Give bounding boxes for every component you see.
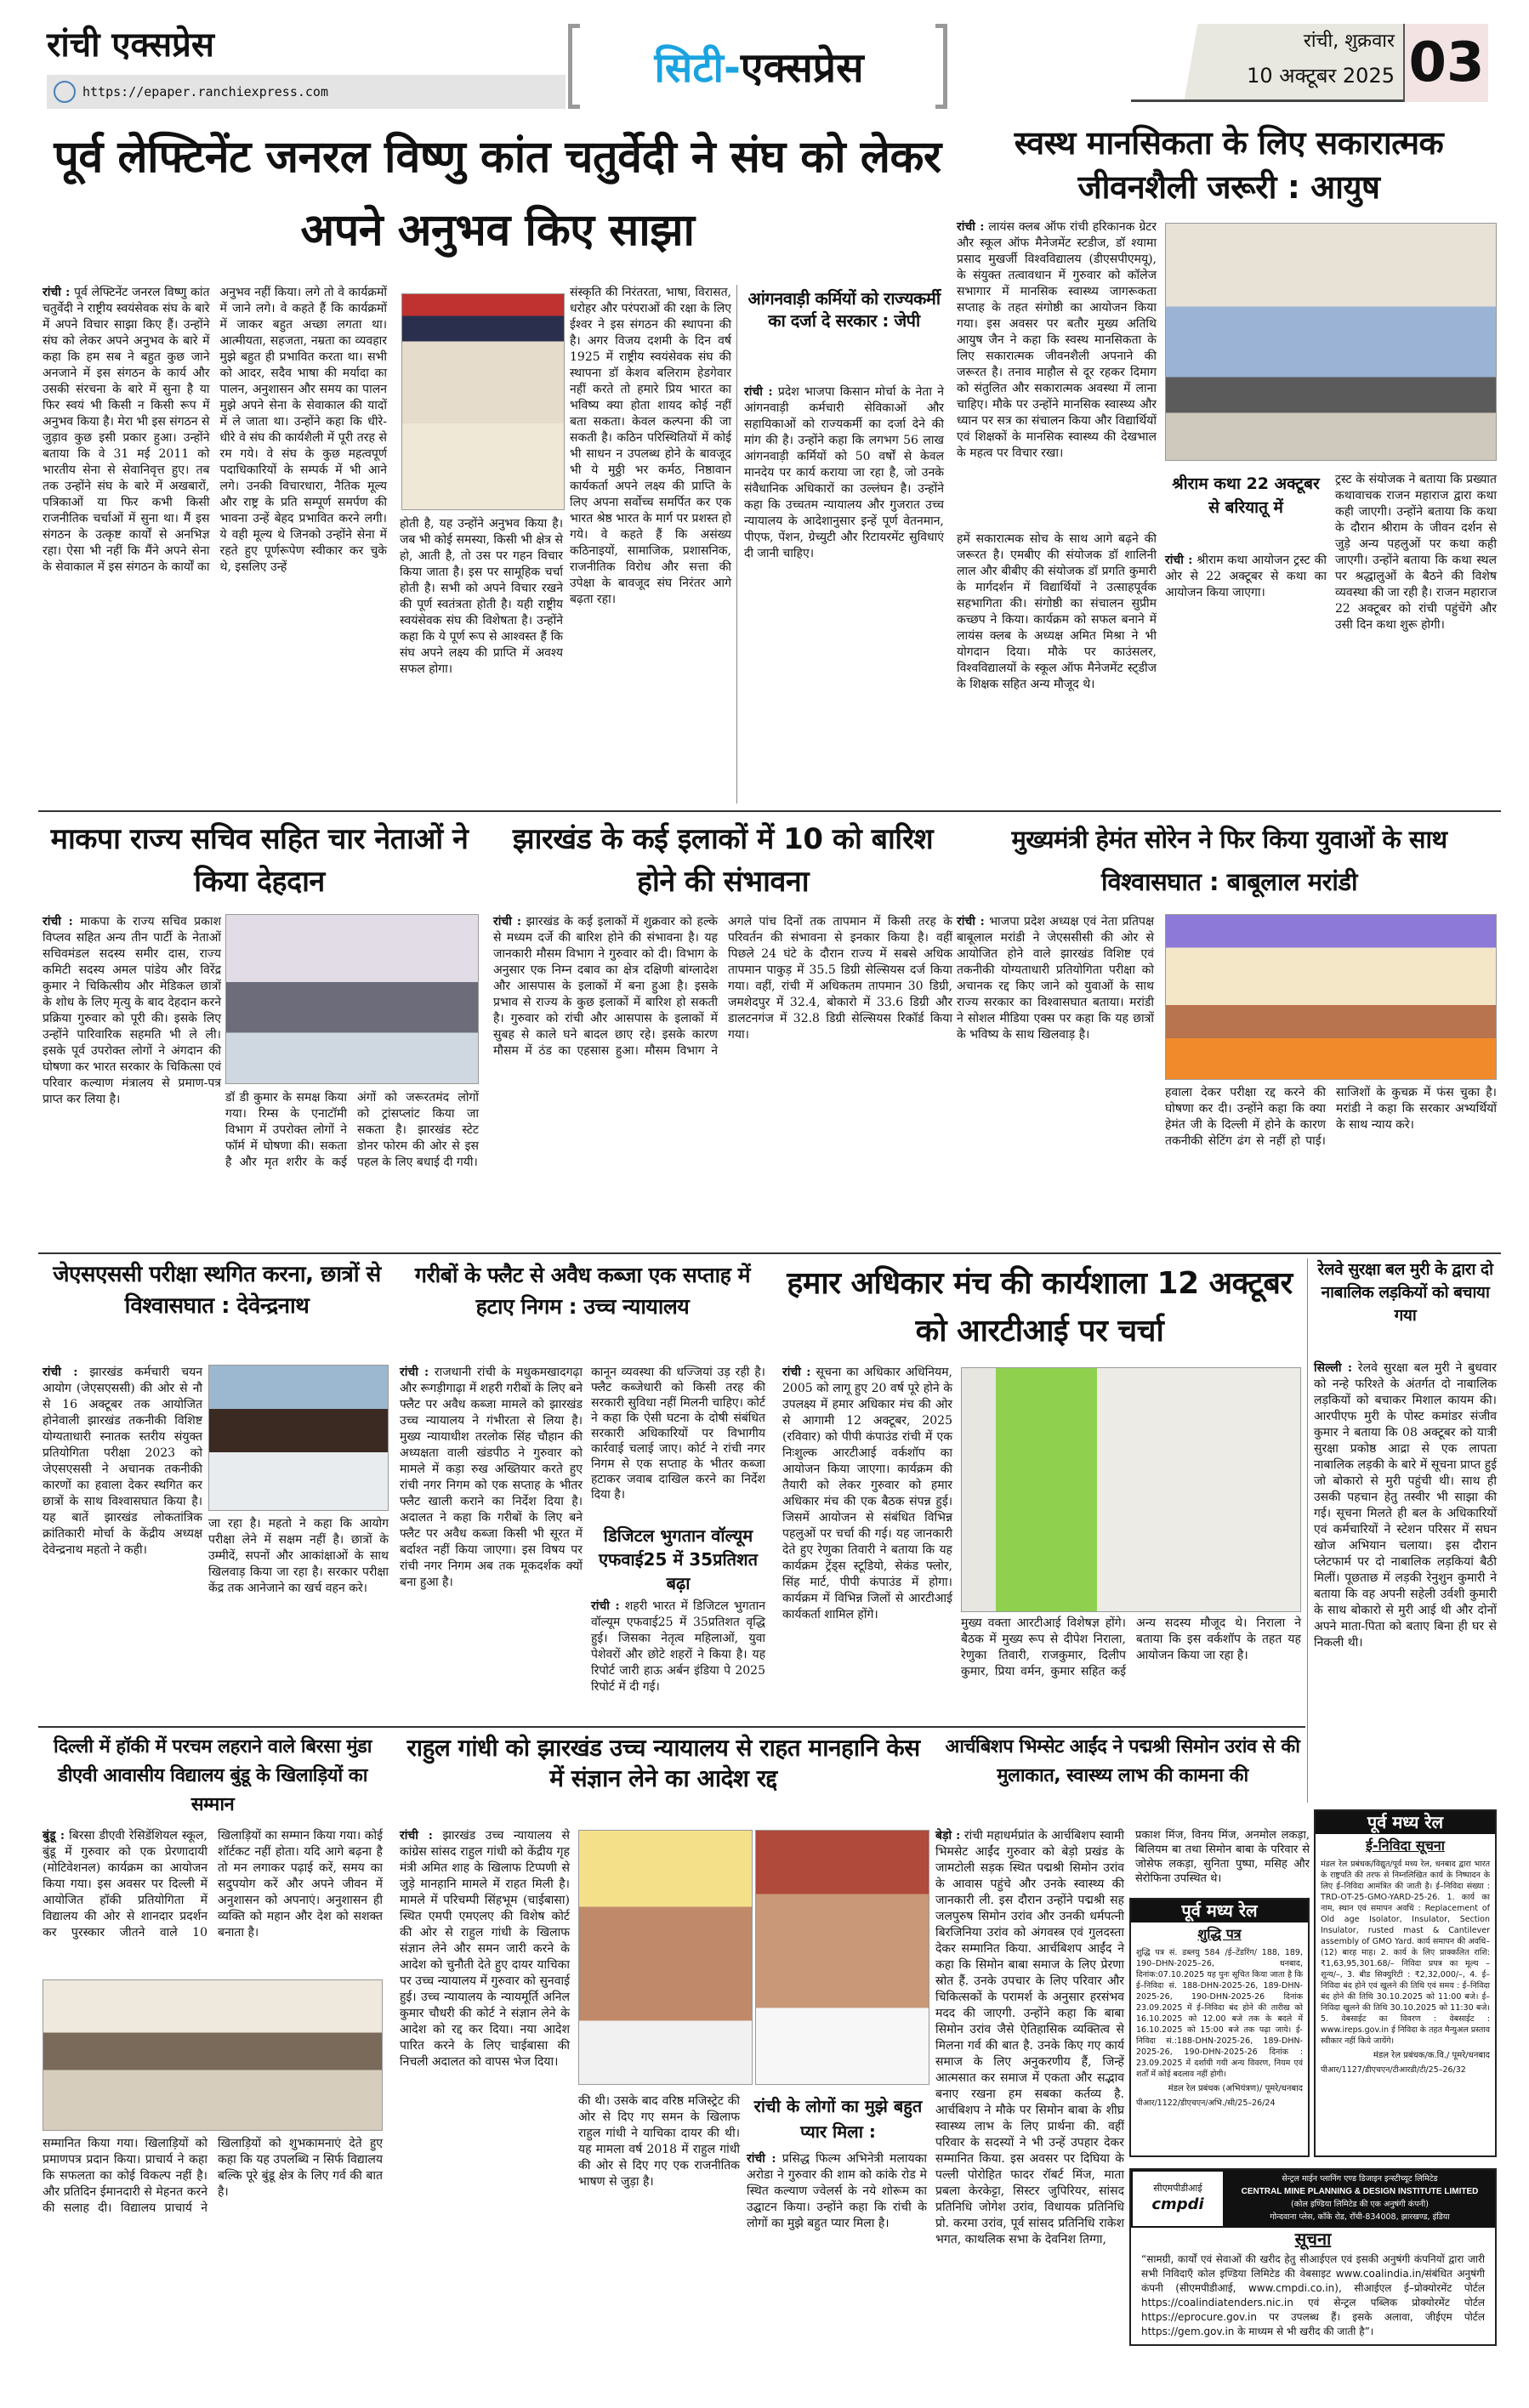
rahul-body-a bbox=[400, 1828, 570, 2070]
digital-payment-body bbox=[591, 1599, 765, 1695]
hockey-headline: दिल्ली में हॉकी में परचम लहराने वाले बिरसा मुंडा डीएवी आवासीय विद्यालय बुंडू के खिलाड़ियों का सम्मान bbox=[54, 1736, 372, 1815]
jssc-headline: जेएसएससी परीक्षा स्थगित करना, छात्रों से विश्वासघात : देवेन्द्रनाथ bbox=[53, 1262, 381, 1319]
rpf-text: रेलवे सुरक्षा बल मुरी ने बुधवार को नन्हे फरिश्ते के अंतर्गत दो नाबालिक लड़कियों को बचाकर मिशाल कायम की। आरपीएफ मुरी के पोस्ट कमांडर संजीव कुमार ने बताया कि 08 अक्टूबर को यात्री सुरक्षा प्रकोष्ठ आद्रा से एक लापता नाबालिक लड़की के बारे में सूचना प्राप्त हुई जो बोकारो से मुरी पहुंची थी। साथ ही उसकी पहचान हेतु तस्वीर भी साझा की गई। सूचना मिलते ही बल के अधिकारियों एवं कर्मचारियों ने स्टेशन परिसर में सघन खोज अभियान चलाया। इस दौरान प्लेटफार्म पर दो नाबालिक लड़कियां बैठी मिलीं। पूछताछ में लड़की रेनुशुन कुमारी ने बताया कि वह अपनी सहेली उर्वशी कुमारी के साथ बोकारो से मुरी आई थी और दोनों अपने माता-पिता को बताए बिना ही घर से निकली थी। bbox=[1314, 1361, 1497, 1650]
ad-title: शुद्धि पत्र bbox=[1197, 1926, 1242, 1942]
cmpdi-title: सूचना bbox=[1294, 2229, 1332, 2249]
column-rule bbox=[736, 285, 737, 804]
cmpdi-notice-ad bbox=[1129, 2168, 1497, 2346]
section-title bbox=[587, 30, 931, 106]
rain-text: झारखंड के कई इलाकों में शुक्रवार को हल्के से मध्यम दर्जे की बारिश होने की संभावना है। यह जानकारी मौसम विभाग ने गुरुवार को दी। विभाग के अनुसार एक निम्न दबाव का क्षेत्र दक्षिणी बांग्लादेश और आसपास के इलाकों में बना हुआ है। इसके प्रभाव से राज्य के कुछ इलाकों में बारिश हो सकती है। गुरुवार को रांची और आसपास के इलाकों में सुबह से काले घने बादल छाए रहे। इसके कारण मौसम में ठंड का एहसास हुआ। मौसम विभाग ने अगले पांच दिनों तक तापमान में किसी तरह के परिवर्तन की संभावना से इनकार किया है। वहीं पिछले 24 घंटे के दौरान राज्य में सबसे अधिक तापमान पाकुड़ में 35.5 डिग्री सेल्सियस दर्ज किया गया। वहीं, रांची में अधिकतम तापमान 30 डिग्री, जमशेदपुर में 32.4, बोकारो में 33.6 डिग्री और डालटनगंज में 32.8 डिग्री सेल्सियस रिकॉर्ड किया गया। bbox=[493, 915, 952, 1058]
marandi-body-a bbox=[957, 914, 1154, 1043]
row-divider bbox=[38, 1252, 1501, 1254]
rpf-headline: रेलवे सुरक्षा बल मुरी के द्वारा दो नाबालिक लड़कियों को बचाया गया bbox=[1317, 1260, 1493, 1325]
masthead-logo: रांची एक्सप्रेस bbox=[47, 25, 214, 65]
jssc-body-a bbox=[43, 1365, 202, 1559]
anganwadi-headline: आंगनवाड़ी कर्मियों को राज्यकर्मी का दर्जा दे सरकार : जेपी bbox=[747, 288, 941, 331]
flats-text: राजधानी रांची के मधुकमखादगढ़ा और रूगड़ीगाढ़ा में शहरी गरीबों के लिए बने फ्लैट पर अवैध कब्जा मामले को झारखंड उच्च न्यायालय ने गंभीरता से लिया है। मुख्य न्यायाधीश तरलोक सिंह चौहान की अध्यक्षता वाली खंडपीठ ने गुरुवार को मामले में कड़ा रुख अख्तियार करते हुए रांची नगर निगम को एक सप्ताह के भीतर फ्लैट खाली कराने का निर्देश दिया है। अदालत ने कहा कि गरीबों के लिए बने फ्लैट पर अवैध कब्जा किसी भी सूरत में बर्दाश्त नहीं किया जाएगा। इस विषय पर रांची नगर निगम अब तक मूकदर्शक क्यों बना हुआ है। bbox=[400, 1366, 583, 1589]
archbishop-text: रांची महाधर्मप्रांत के आर्चबिशप स्वामी भिमसेट आईंद गुरुवार को बेड़ो प्रखंड के जामटोली सड़क स्थित पद्मश्री सिमोन उरांव के आवास पहुंचे और उनके स्वास्थ्य की जानकारी ली. इस दौरान उन्होंने पद्मश्री सह जलपुरुष सिमोन उरांव और उनकी धर्मपत्नी बिरजिनिया उरांव को अंगवस्त्र एवं गुलदस्ता देकर सम्मानित किया. आर्चबिशप आईंद ने कहा कि सिमोन बाबा समाज के लिए प्रेरणा स्रोत हैं. उनके उपचार के लिए परिवार और चिकित्सकों के परामर्श के अनुसार हरसंभव मदद की जाएगी. उन्होंने कहा कि बाबा सिमोन उरांव जैसे ऐतिहासिक व्यक्तित्व से मिलना गर्व की बात है. उनके किए गए कार्य समाज के लिए अनुकरणीय हैं, जिन्हें आत्मसात कर समाज में एकता और सद्भाव बनाए रखना हम सबका कर्तव्य है. आर्चबिशप ने मौके पर सिमोन बाबा के शीघ्र स्वास्थ्य लाभ के लिए प्रार्थना की. वहीं परिवार के सदस्यों ने भी उन्हें उपहार देकर सम्मानित किया. इस अवसर पर दिघिया के पल्ली पोरोहित फादर रॉबर्ट मिंज, माता प्रबला केरकेट्टा, सिस्टर जुपिरियर, सांसद प्रतिनिधि जोगेश उरांव, विधायक प्रतिनिधि प्रो. करमा उरांव, पूर्व सांसद प्रतिनिधि राकेश भगत, काथलिक सभा के देवनिश तिग्गा, bbox=[935, 1829, 1124, 2246]
ad-body: शुद्धि पत्र सं. डब्लयु 584 /ई–टेंडरिंग/ 188, 189, 190–DHN-2025–26, धनबाद, दिनांक:07.10.2025 यह पुनः सूचित किया जाता है कि ई–निविदा सं. 188-DHN-2025-26, 189-DHN-2025-26, 190-DHN-2025-26 दिनांक 23.09.2025 में ई–निविदा बंद होने की तारीख को 16.10.2025 को 12.00 बजे तक के बदले में 16.10.2025 को 15:00 बजे तक पढ़ा जाये। ई-निविदा सं.:188-DHN-2025-26, 189-DHN-2025-26, 190-DHN-2025-26 दिनांक : 23.09.2025 में दर्शायी गयी अन्य विवरण, नियम एवं शर्तों में कोई बदलाव नहीं होगी। bbox=[1136, 1948, 1303, 2079]
cmpdi-body: “सामग्री, कार्यों एवं सेवाओं की खरीद हेतु सीआईएल एवं इसकी अनुषंगी कंपनियों द्वारा जारी सभी निविदाएँ कोल इण्डिया लिमिटेड की वेबसाइट www.coalindia.in/संबंधित अनुषंगी कंपनी (सीएमपीडीआई, www.cmpdi.co.in), सीआईएल ई–प्रोक्योरमेंट पोर्टल https://coalindiatenders.nic.in एवं सेन्ट्रल पब्लिक प्रोक्योरमेंट पोर्टल https://eprocure.gov.in पर उपलब्ध हैं। इसके अलावा, जीईएम पोर्टल https://gem.gov.in के माध्यम से भी खरीद की जाती है”। bbox=[1141, 2253, 1485, 2337]
rahul-headline: राहुल गांधी को झारखंड उच्च न्यायालय से राहत मानहानि केस में संज्ञान लेने का आदेश रद्द bbox=[406, 1734, 920, 1792]
malaika-subheadline: रांची के लोगों का मुझे बहुत प्यार मिला : bbox=[753, 2096, 923, 2142]
jssc-text: झारखंड कर्मचारी चयन आयोग (जेएसएससी) की ओर से नौ से 16 अक्टूबर तक आयोजित होनेवाली झारखंड तकनीकी विशिष्ट योग्यताधारी स्नातक स्तरीय संयुक्त प्रतियोगिता परीक्षा 2023 को जेएसएससी ने अचानक तकनीकी कारणों का हवाला देकर स्थगित कर छात्रों के साथ विश्वासघात किया है। यह बातें झारखंड लोकतांत्रिक क्रांतिकारी मोर्चा के केंद्रीय अध्यक्ष देवेन्द्रनाथ महतो ने कही। bbox=[43, 1366, 202, 1557]
shriram-katha-subheadline: श्रीराम कथा 22 अक्टूबर से बरियातू में bbox=[1172, 474, 1320, 517]
rain-body bbox=[493, 914, 952, 1246]
dateline: रांची : bbox=[591, 1599, 620, 1613]
shriram-katha-body-c: ट्रस्ट के संयोजक ने बताया कि प्रख्यात कथावाचक राजन महाराज द्वारा कथा कही जाएगी। उन्होंने बताया कि कथा के दौरान श्रीराम के जीवन दर्शन से जुड़े अन्य पहलुओं पर कथा कही जाएगी। उन्होंने बताया कि कथा स्थल पर श्रद्धालुओं के बैठने की विशेष व्यवस्था की जा रही है। राजन महाराज 22 अक्टूबर को रांची पहुंचेंगे और उसी दिन कथा शुरू होगी। bbox=[1335, 473, 1497, 632]
ad-body: मंडल रेल प्रबंधक/विद्युत/पूर्व मध्य रेल, धनबाद द्वारा भारत के राष्ट्रपति की तरफ से निम्नलिखित कार्य के निष्पादन के लिए ई–निविदा आमंत्रित की जाती है। ई–निविदा संख्या : TRD-OT-25-GMO-YARD-25-26. 1. कार्य का नाम, स्थान एवं समापन अवधि : Replacement of Old age Isolator, Insulator, Section Insulator, rusted mast & Cantilever assembly of GMO Yard. कार्य समापन की अवधि– (12) बारह माह। 2. कार्य के लिए प्राक्कलित राशि: ₹1,63,95,301.68/– निविदा प्रपत्र का मूल्य – शून्य/–, 3. बीड सिक्युरिटी : ₹2,32,000/–, 4. ई–निविदा बंद होने एवं खुलने की तिथि एवं समय : ई–निविदा बंद होने की तिथि 30.10.2025 को 11:00 बजे। ई–निविदा खुलने की तिथि 30.10.2025 को 11:30 बजे। 5. वेबसाईट का विवरण : वेबसाईट : www.ireps.gov.in ई निविदा के तहत मैन्युअल प्रस्ताव स्वीकार नहीं किये जायेंगे। bbox=[1321, 1860, 1490, 2046]
malaika-body bbox=[747, 2151, 927, 2232]
makapa-body-a bbox=[43, 914, 221, 1108]
lead-story-body-b: होती है, यह उन्होंने अनुभव किया है। जब भी कोई समस्या, किसी भी क्षेत्र से हो, आती है, तो उस पर गहन विचार किया जाता है। इस पर सामूहिक चर्चा होती है। सभी को अपने विचार रखने की पूर्ण स्वतंत्रता होती है। यही राष्ट्रीय स्वयंसेवक संघ की विशेषता है। उन्होंने कहा कि ये पूर्ण रूप से आश्वस्त हैं कि संघ अपने लक्ष्य की प्राप्ति में अवश्य सफल होगा। bbox=[400, 517, 563, 676]
dateline: रांची : bbox=[43, 1366, 78, 1379]
ad-org: पूर्व मध्य रेल bbox=[1131, 1900, 1308, 1922]
column-rule bbox=[1307, 1258, 1308, 1803]
cmpdi-logo-en: cmpdi bbox=[1151, 2195, 1204, 2213]
section-title-prefix: सिटी- bbox=[654, 44, 741, 92]
hockey-body-b: सम्मानित किया गया। खिलाड़ियों को प्रमाणपत्र प्रदान किया। प्राचार्य ने कहा कि सफलता का कोई विकल्प नहीं है। और प्रतिदिन ईमानदारी से मेहनत करने की सलाह दी। विद्यालय प्राचार्य ने खिलाड़ियों को शुभकामनाएं देते हुए कहा कि यह उपलब्धि न सिर्फ विद्यालय बल्कि पूरे बुंडू क्षेत्र के लिए गर्व की बात है। bbox=[43, 2137, 383, 2215]
cmpdi-header-text bbox=[1225, 2170, 1495, 2228]
photo-rahul-gandhi bbox=[755, 1830, 929, 2085]
place-day: रांची, शुक्रवार bbox=[1303, 31, 1395, 52]
photo-body-donation-certificates bbox=[225, 914, 479, 1084]
rahul-text: झारखंड उच्च न्यायालय से कांग्रेस सांसद राहुल गांधी को केंद्रीय गृह मंत्री अमित शाह के खिलाफ टिप्पणी से जुड़े मानहानि मामले में राहत मिली है। मामले में परिचम्पी सिंहभूम (चाईबासा) स्थित एमपी एमएलए की विशेष कोर्ट की ओर से राहुल गांधी के खिलाफ संज्ञान लेने और समन जारी करने के आदेश को चुनौती देते हुए दायर याचिका पर उच्च न्यायालय में गुरुवार को सुनवाई हुई। उच्च न्यायालय के न्यायमूर्ति अनिल कुमार चौधरी की कोर्ट ने संज्ञान लेने के आदेश को रद्द कर दिया। नया आदेश पारित करने के लिए चाईबासा की निचली अदालत को वापस भेज दिया। bbox=[400, 1829, 570, 2069]
ayush-text-a: लायंस क्लब ऑफ रांची हरिकानक ग्रेटर और स्कूल ऑफ मैनेजमेंट स्टडीज, डॉ श्यामा प्रसाद मुखर्जी विश्वविद्यालय (डीएसपीएमयू), के संयुक्त तत्वावधान में गुरुवार को कॉलेज सभागार में मानसिक स्वास्थ्य जागरूकता सप्ताह के तहत संगोष्ठी का आयोजन किया गया। इस अवसर पर बतौर मुख्य अतिथि आयुष जैन ने कहा कि स्वस्थ मानसिकता के लिए सकारात्मक जीवनशैली अपनाने की जरूरत है। तनाव माहौल से दूर रहकर दिमाग को संतुलित और सकारात्मक अवस्था में लाना चाहिए। मौके पर उन्होंने मानसिक स्वास्थ्य और ध्यान पर सत्र का संचालन किया और विद्यार्थियों एवं शिक्षकों के मानसिक स्वास्थ्य की देखभाल के महत्व पर विचार रखा। bbox=[957, 220, 1157, 460]
ad-org: पूर्व मध्य रेल bbox=[1316, 1811, 1495, 1834]
dateline: रांची : bbox=[400, 1829, 433, 1843]
flats-headline: गरीबों के फ्लैट से अवैध कब्जा एक सप्ताह में हटाए निगम : उच्च न्यायालय bbox=[414, 1263, 751, 1319]
page-number: 03 bbox=[1403, 24, 1488, 102]
marandi-headline: मुख्यमंत्री हेमंत सोरेन ने फिर किया युवाओं के साथ विश्वासघात : बाबूलाल मरांडी bbox=[1011, 825, 1447, 896]
shriram-katha-body bbox=[1165, 553, 1327, 601]
anganwadi-text: प्रदेश भाजपा किसान मोर्चा के नेता ने आंगनवाड़ी कर्मचारी सेविकाओं और सहायिकाओं को राज्यकर्मी का दर्जा देने की मांग की है। उन्होंने कहा कि लगभग 56 लाख आंगनवाड़ी कर्मियों को 50 वर्षों से केवल मानदेय पर कार्य कराया जा रहा है, जो उनके संवैधानिक अधिकारों का उल्लंघन है। उन्होंने कहा कि उच्चतम न्यायालय और गुजरात उच्च न्यायालय के आदेशानुसार इन्हें पूर्ण वेतनमान, पीएफ, पेंशन, ग्रेच्युटी और रिटायरमेंट सुविधाएं दी जानी चाहिए। bbox=[744, 385, 944, 560]
cmpdi-address: गोन्दवाना प्लेस, काँके रोड, राँची-834008, झारखण्ड, इंडिया bbox=[1270, 2212, 1450, 2222]
bracket-right bbox=[935, 24, 947, 109]
shriram-text: श्रीराम कथा आयोजन ट्रस्ट की ओर से 22 अक्टूबर से कथा का आयोजन किया जाएगा। bbox=[1165, 554, 1327, 599]
rti-headline: हमार अधिकार मंच की कार्यशाला 12 अक्टूबर को आरटीआई पर चर्चा bbox=[787, 1266, 1293, 1349]
dateline: रांची : bbox=[957, 220, 985, 234]
row-divider bbox=[38, 810, 1501, 812]
digital-payment-subheadline: डिजिटल भुगतान वॉल्यूम एफवाई25 में 35प्रतिशत बढ़ा bbox=[598, 1525, 759, 1593]
dateline: रांची : bbox=[744, 385, 773, 399]
rti-body-a bbox=[782, 1365, 952, 1623]
marandi-text: भाजपा प्रदेश अध्यक्ष एवं नेता प्रतिपक्ष बाबूलाल मरांडी ने जेएससीसी की ओर से आयोजित होने वाले झारखंड विशिष्ट एवं तकनीकी योग्यताधारी प्रतियोगिता परीक्षा को अचानक रद्द किए जाने को युवाओं के साथ राज्य सरकार का विश्वासघात बताया। मरांडी ने सोशल मीडिया एक्स पर कहा कि यह छात्रों के भविष्य के साथ खिलवाड़ है। bbox=[957, 915, 1155, 1042]
epaper-url-bar bbox=[47, 75, 566, 109]
photo-vishnu-kant-chaturvedi bbox=[401, 293, 565, 510]
ad-signatory: मंडल रेल प्रबंधक/क.वि./ पूमरे/धनबाद bbox=[1373, 2051, 1490, 2060]
ayush-body-b: हमें सकारात्मक सोच के साथ आगे बढ़ने की जरूरत है। एमबीए की संयोजक डॉ शालिनी लाल और बीबीए की संयोजक डॉ प्रगति कुमारी के मार्गदर्शन में विद्यार्थियों ने उत्साहपूर्वक सहभागिता की। संगोष्ठी का संचालन सुप्रीम कच्छप ने किया। कार्यक्रम को सफल बनाने में लायंस क्लब के अध्यक्ष अमित मिश्रा ने भी योगदान दिया। मौके पर काउंसलर, विश्वविद्यालयों के स्कूल ऑफ मैनेजमेंट स्ट्डीज के शिक्षक सहित अन्य मौजूद थे। bbox=[957, 532, 1157, 691]
rahul-body-b: की थी। उसके बाद वरिष्ठ मजिस्ट्रेट की ओर से दिए गए समन के खिलाफ राहुल गांधी ने याचिका दायर की थी। यह मामला वर्ष 2018 में राहुल गांधी की ओर से दिए गए एक राजनीतिक भाषण से जुड़ा है। bbox=[578, 2094, 740, 2189]
photo-hockey-felicitation bbox=[43, 1979, 383, 2131]
issue-date: 10 अक्टूबर 2025 bbox=[1247, 64, 1395, 88]
dateline: बुंडू : bbox=[43, 1829, 65, 1843]
archbishop-body bbox=[935, 1828, 1124, 2248]
photo-babulal-marandi bbox=[1165, 914, 1497, 1080]
dateline: रांची : bbox=[400, 1366, 429, 1379]
ayush-body-a bbox=[957, 219, 1157, 462]
flats-body-a bbox=[400, 1365, 583, 1591]
photo-hamar-adhikar-manch-meeting bbox=[961, 1367, 1301, 1612]
ayush-headline: स्वस्थ मानसिकता के लिए सकारात्मक जीवनशैली जरूरी : आयुष bbox=[1014, 124, 1444, 206]
dateline: रांची : bbox=[957, 915, 985, 929]
ad-signatory: मंडल रेल प्रबंधक (अभियंत्रण)/ पूमरे/धनबाद bbox=[1168, 2084, 1303, 2093]
makapa-text: माकपा के राज्य सचिव प्रकाश विप्लव सहित अन्य तीन पार्टी के नेताओं सचिवमंडल सदस्य समीर दास, राज्य कमिटी सदस्य अमल पांडेय और विरेंद्र कुमार ने चिकित्सीय और मेडिकल छात्रों के शोध के लिए मृत्यु के बाद देहदान करने प्रक्रिया गुरुवार को पूरी की। इसके लिए उन्होंने पारिवारिक सहमति भी ले ली। इसके पूर्व उपरोक्त लोगों ने अंगदान की घोषणा कर भारत सरकार के चिकित्सा एवं परिवार कल्याण मंत्रालय से प्रमाण-पत्र प्राप्त कर लिया है। bbox=[43, 915, 221, 1106]
railway-corrigendum-ad bbox=[1129, 1898, 1310, 2157]
anganwadi-body bbox=[744, 384, 944, 562]
row-divider bbox=[38, 1726, 1305, 1728]
makapa-headline: माकपा राज्य सचिव सहित चार नेताओं ने किया देहदान bbox=[50, 822, 469, 899]
ad-title: ई-निविदा सूचना bbox=[1366, 1837, 1445, 1854]
lead-headline: पूर्व लेफ्टिनेंट जनरल विष्णु कांत चतुर्वेदी ने संघ को लेकर अपने अनुभव किए साझा bbox=[54, 132, 941, 256]
dateline: रांची : bbox=[782, 1366, 811, 1379]
jssc-body-b: जा रहा है। महतो ने कहा कि आयोग परीक्षा लेने में सक्षम नहीं है। छात्रों के उम्मीदें, सपनों और आकांक्षाओं के साथ खिलवाड़ किया जा रहा है। सरकार परीक्षा केंद्र तक आनेजाने का खर्च वहन करे। bbox=[208, 1517, 389, 1595]
makapa-body-b: डॉ डी कुमार के समक्ष किया गया। रिम्स के एनाटॉमी विभाग में उपरोक्त लोगों ने फॉर्म में घोषणा की। सकता है और मृत शरीर के कई अंगों को जरूरतमंद लोगों को ट्रांसप्लांट किया जा सकता है। झारखंड स्टेट डोनर फोरम की ओर से इस पहल के लिए बधाई दी गयी। bbox=[225, 1091, 479, 1169]
dateline: बेड़ो : bbox=[935, 1829, 961, 1843]
lead-story-body-c: संस्कृति की निरंतरता, भाषा, विरासत, धरोहर और परंपराओं की रक्षा के लिए ईश्वर ने इस संगठन की स्थापना की है। अगर विजय दशमी के दिन वर्ष 1925 में राष्ट्रीय स्वयंसेवक संघ की स्थापना डॉ केशव बलिराम हेडगेवार नहीं करते तो हमारे प्रिय भारत का भविष्य क्या होता शायद कोई नहीं बता सकता। केवल कल्पना की जा सकती है। कठिन परिस्थितियों में कोई भी साधन न उपलब्ध होने के बावजूद भी ये मुठ्ठी भर कर्मठ, निष्ठावान कार्यकर्ता अपने लक्ष्य की प्राप्ति के लिए अपना सर्वोच्च समर्पित कर एक भारत श्रेष्ठ भारत के मार्ग पर प्रशस्त हो गये। वे कहते हैं कि असंख्य कठिनाइयों, सामाजिक, प्रशासनिक, राजनीतिक विरोध और सत्ता की उपेक्षा के बावजूद संघ निरंतर आगे बढ़ता रहा। bbox=[570, 286, 731, 606]
dateline: रांची : bbox=[43, 286, 71, 299]
dateline: सिल्ली : bbox=[1314, 1361, 1353, 1375]
cmpdi-name-en: CENTRAL MINE PLANNING & DESIGN INSTITUTE LIMITED bbox=[1241, 2187, 1479, 2196]
malaika-text: प्रसिद्ध फिल्म अभिनेत्री मलायका अरोडा ने गुरुवार की शाम को कांके रोड मे स्थित कल्याण ज्वेलर्स के नये शोरूम का उद्घाटन किया। उन्होंने कहा कि रांची के लोगों का मुझे बहुत प्यार मिला है। bbox=[747, 2152, 927, 2230]
dateline: रांची : bbox=[747, 2152, 776, 2166]
ad-ref: पीआर/1127/डीएचएन/टीआरडी/टी/25–26/32 bbox=[1321, 2065, 1466, 2075]
cmpdi-logo-hindi: सीएमपीडीआई bbox=[1153, 2183, 1202, 2194]
dateline: रांची : bbox=[1165, 554, 1193, 567]
rti-body-b: मुख्य वक्ता आरटीआई विशेषज्ञ होंगे। बैठक में मुख्य रूप से दीपेश निराला, रेणुका तिवारी, राजकुमार, दिलीप कुमार, प्रिया वर्मन, कुमार सहित कई अन्य सदस्य मौजूद थे। निराला ने बताया कि इस वर्कशॉप के तहत यह आयोजन किया जा रहा है। bbox=[961, 1616, 1301, 1678]
cmpdi-subsidiary: (कोल इण्डिया लिमिटेड की एक अनुषंगी कंपनी) bbox=[1291, 2200, 1429, 2209]
ad-ref: पीआर/1122/डीएचएन/अभि./सी/25–26/24 bbox=[1136, 2098, 1276, 2108]
globe-icon bbox=[54, 81, 76, 103]
rain-headline: झारखंड के कई इलाकों में 10 को बारिश होने की संभावना bbox=[512, 822, 934, 899]
lead-body-a: पूर्व लेफ्टिनेंट जनरल विष्णु कांत चतुर्वेदी ने राष्ट्रीय स्वयंसेवक संघ के बारे में अपने विचार साझा किए हैं। उन्होंने संघ को लेकर अपने अनुभव के बारे में कहा कि हम सब ने बहुत कुछ जाने अनजाने में इस संगठन के कार्य और उसकी संरचना के बारे में सुना है या फिर स्वयं भी किसी न किसी रूप में अनुभव किया है। मेरा भी इस संगठन से जुड़ाव कुछ इसी प्रकार हुआ। उन्होंने बताया कि वे 31 मई 2011 को भारतीय सेना से सेवानिवृत्त हुए। तब तक उन्होंने संघ के बारे में अखबारों, पत्रिकाओं या फिर कभी किसी राजनीतिक चर्चाओं में सुना था। मैं इस संगठन के उत्कृष्ट कार्यों से अनभिज्ञ रहा। ऐसा भी नहीं कि मैंने अपने सेना के सेवाकाल में इस संगठन के कार्यों का अनुभव नहीं किया। लगे तो वे कार्यक्रमों में जाने लगे। वे कहते हैं कि कार्यक्रमों में जाकर बहुत अच्छा लगता था। आत्मीयता, सहजता, नम्रता का व्यवहार मुझे बहुत ही प्रभावित करता था। सभी को आदर, सदैव भाषा की मर्यादा का पालन, अनुशासन और समय का पालन मुझे अपने सेना के सेवाकाल की यादों में ले जाता था। उन्होंने कहा कि धीरे-धीरे वे संघ की कार्यशैली में पूरी तरह से रम गये। वे संघ के कुछ महत्वपूर्ण पदाधिकारियों के सम्पर्क में भी आने लगे। उनकी विचारधारा, नैतिक मूल्य और राष्ट्र के प्रति सम्पूर्ण समर्पण की भावना उन्हें बेहद प्रभावित करने लगी। ये वही मूल्य थे जिनको उन्होंने सेना में रहते हुए पूर्णरूपेण स्वीकार कर चुके थे, इसलिए उन्हें bbox=[43, 286, 387, 574]
cmpdi-name-hindi: सेन्ट्रल माईन प्लानिंग एण्ड डिजाइन इन्स्टीच्यूट लिमिटेड bbox=[1282, 2174, 1438, 2184]
photo-seminar-students bbox=[1165, 223, 1497, 461]
photo-devendranath bbox=[208, 1365, 389, 1511]
rpf-body bbox=[1314, 1360, 1497, 1651]
cmpdi-banner bbox=[1131, 2170, 1495, 2228]
railway-e-tender-ad bbox=[1314, 1809, 1497, 2157]
epaper-url[interactable]: https://epaper.ranchiexpress.com bbox=[82, 84, 328, 99]
dateline: रांची : bbox=[43, 915, 73, 929]
dateline: रांची : bbox=[493, 915, 522, 929]
archbishop-body-b: प्रकाश मिंज, विनय मिंज, अनमोल लकड़ा, बिलियम बा तथा सिमोन बाबा के परिवार से जोसेफ लकड़ा, सुनिता पुष्पा, मसिह और सेरोफिना उपस्थित थे। bbox=[1135, 1829, 1310, 1885]
marandi-body-b: हवाला देकर परीक्षा रद्द करने की घोषणा कर दी। उन्होंने कहा कि क्या हेमंत जी के दिल्ली में होने के कारण तकनीकी सेटिंग ढंग से नहीं हो पाई। साजिशों के कुचक्र में फंस चुका है। मरांडी ने कहा कि सरकार अभ्यर्थियों के साथ न्याय करे। bbox=[1165, 1086, 1497, 1148]
archbishop-headline: आर्चबिशप भिम्सेट आईंद ने पद्मश्री सिमोन उरांव से की मुलाकात, स्वास्थ्य लाभ की कामना की bbox=[945, 1736, 1300, 1786]
hockey-text: बिरसा डीएवी रेसिडेंशियल स्कूल, बुंडू में गुरुवार को एक प्रेरणादायी (मोटिवेशनल) कार्यक्रम का आयोजन किया गया। इस अवसर पर दिल्ली में आयोजित हॉकी प्रतियोगिता में विद्यालय की ओर से शानदार प्रदर्शन कर पुरस्कार जीतने वाले 10 खिलाड़ियों का सम्मान किया गया। कोई शॉर्टकट नहीं होता। यदि आगे बढ़ना है तो मन लगाकर पढ़ाई करें, समय का सदुपयोग करें और अपने जीवन में अनुशासन को अपनाएं। अनुशासन ही व्यक्ति को महान और देश को सशक्त बनाता है। bbox=[43, 1829, 383, 1939]
digital-payment-text: शहरी भारत में डिजिटल भुगतान वॉल्यूम एफवाई25 में 35प्रतिशत वृद्धि हुई। जिसका नेतृत्व महिलाओं, युवा पेशेवरों और छोटे शहरों ने किया है। यह रिपोर्ट जारी हाऊ अर्बन इंडिया पे 2025 रिपोर्ट में दी गई। bbox=[591, 1599, 765, 1694]
section-title-suffix: एक्सप्रेस bbox=[740, 44, 864, 92]
rti-text: सूचना का अधिकार अधिनियम, 2005 को लागू हुए 20 वर्ष पूरे होने के उपलक्ष्य में हमार अधिकार मंच की ओर से आगामी 12 अक्टूबर, 2025 (रविवार) को पीपी कंपाउंड रांची में एक निःशुल्क आरटीआई वर्कशॉप का आयोजन किया जाएगा। कार्यक्रम की तैयारी को लेकर गुरुवार को हमार अधिकार मंच की एक बैठक संपन्न हुई। जिसमें आयोजन से संबंधित विभिन्न पहलुओं पर चर्चा की गई। यह जानकारी देते हुए रेणुका तिवारी ने बताया कि यह कार्यक्रम ट्रेंड्स स्टूडियो, सेकंड फ्लोर, सिंह मार्ट, पीपी कंपाउंड में होगा। कार्यक्रम में विभिन्न जिलों से आरटीआई कार्यकर्ता शामिल होंगे। bbox=[782, 1366, 952, 1621]
bracket-left bbox=[568, 24, 580, 109]
cmpdi-logo bbox=[1131, 2170, 1225, 2228]
hockey-body-a bbox=[43, 1828, 383, 1974]
flats-body-b: कानून व्यवस्था की धज्जियां उड़ रही है। फ्लैट कब्जेधारी को किसी तरह की सरकारी सुविधा नहीं मिलनी चाहिए। कोर्ट ने कहा कि ऐसी घटना के दोषी संबंधित सरकारी अधिकारियों पर विभागीय कार्रवाई चलाई जाए। कोर्ट ने रांची नगर निगम से एक सप्ताह के भीतर कब्जा हटाकर जवाब दाखिल करने का निर्देश दिया है। bbox=[591, 1366, 765, 1502]
photo-amit-shah bbox=[578, 1830, 753, 2085]
lead-story-body bbox=[43, 285, 387, 808]
